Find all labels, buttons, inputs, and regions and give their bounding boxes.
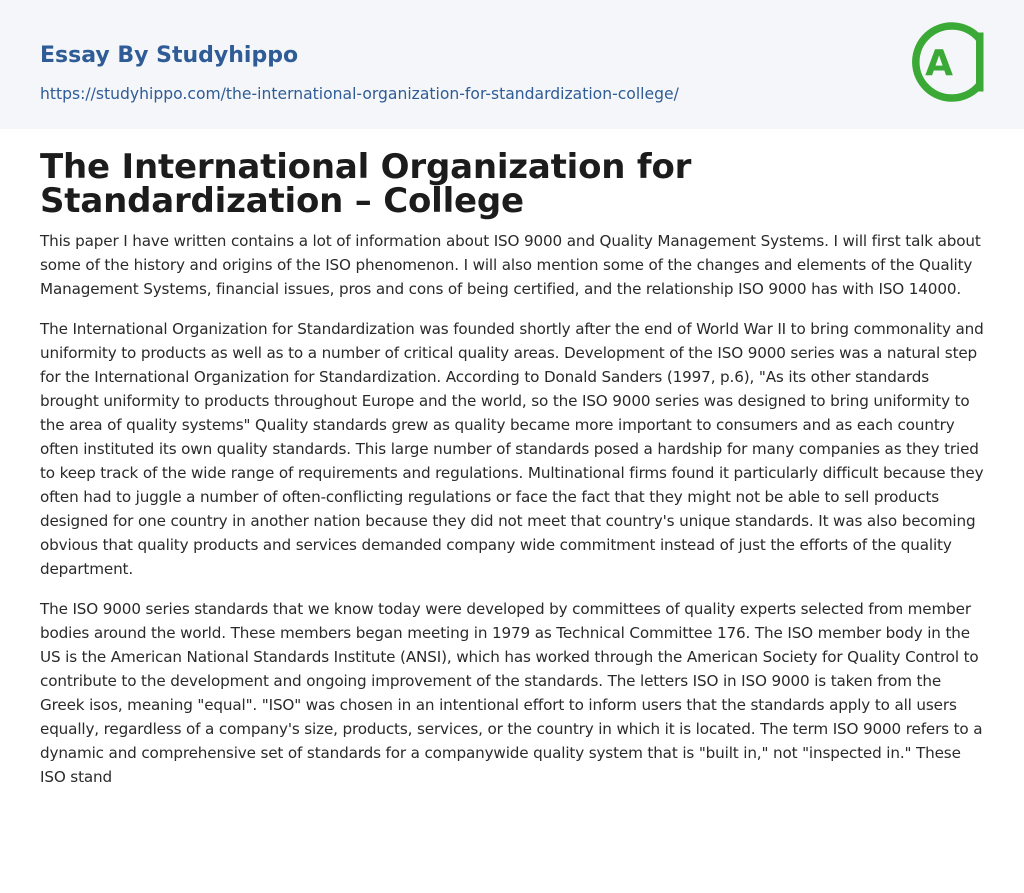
article-body	[40, 229, 988, 805]
site-header	[0, 0, 1024, 129]
article-title: The International Organization for Standardization – College	[40, 147, 692, 221]
source-url-link[interactable]: https://studyhippo.com/the-international-organization-for-standardization-college/	[40, 85, 679, 103]
logo-letter: A	[925, 43, 953, 84]
site-brand[interactable]: Essay By Studyhippo	[40, 43, 299, 68]
article-paragraph: The ISO 9000 series standards that we know today were developed by committees of quality experts selected from member bodies around the world. These members began meeting in 1979 as Technical Committee 176. The ISO member body in the US is the American National Standards Institute (ANSI), which has worked through the American Society for Quality Control to contribute to the development and ongoing improvement of the standards. The letters ISO in ISO 9000 is taken from the Greek isos, meaning "equal". "ISO" was chosen in an intentional effort to inform users that the standards apply to all users equally, regardless of a company's size, products, services, or the country in which it is located. The term ISO 9000 refers to a dynamic and comprehensive set of standards for a companywide quality system that is "built in," not "inspected in." These ISO stand	[40, 600, 983, 786]
article-paragraph: This paper I have written contains a lot of information about ISO 9000 and Quality Management Systems. I will first talk about some of the history and origins of the ISO phenomenon. I will also mention some of the changes and elements of the Quality Management Systems, financial issues, pros and cons of being certified, and the relationship ISO 9000 has with ISO 14000.	[40, 232, 981, 298]
studyhippo-logo-icon[interactable]	[906, 18, 990, 106]
article-paragraph: The International Organization for Standardization was founded shortly after the end of World War II to bring commonality and uniformity to products as well as to a number of critical quality areas. Development of the ISO 9000 series was a natural step for the International Organization for Standardization. According to Donald Sanders (1997, p.6), "As its other standards brought uniformity to products throughout Europe and the world, so the ISO 9000 series was designed to bring uniformity to the area of quality systems" Quality standards grew as quality became more important to consumers and as each country often instituted its own quality standards. This large number of standards posed a hardship for many companies as they tried to keep track of the wide range of requirements and regulations. Multinational firms found it particularly difficult because they often had to juggle a number of often-conflicting regulations or face the fact that they might not be able to sell products designed for one country in another nation because they did not meet that country's unique standards. It was also becoming obvious that quality products and services demanded company wide commitment instead of just the efforts of the quality department.	[40, 320, 984, 578]
